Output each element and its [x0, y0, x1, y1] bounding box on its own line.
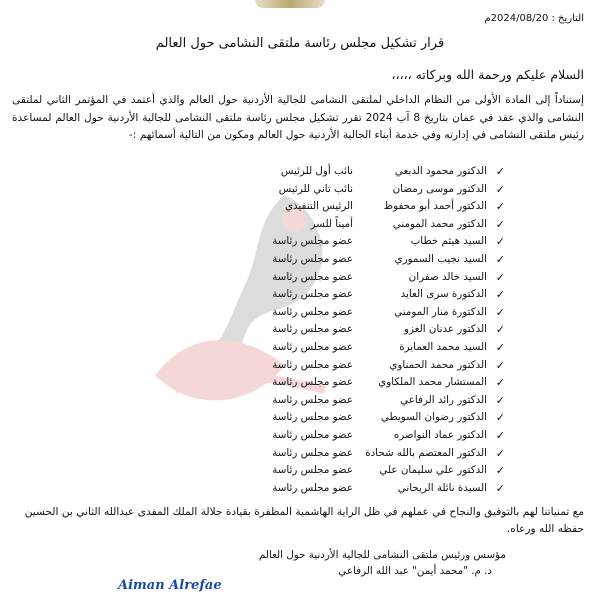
member-role: الرئيس التنفيذي — [284, 200, 353, 213]
member-role: عضو مجلس رئاسة — [272, 235, 353, 248]
member-role: عضو مجلس رئاسة — [272, 305, 353, 318]
member-row — [0, 200, 600, 218]
check-mark-icon: ✓ — [495, 288, 505, 302]
check-mark-icon: ✓ — [495, 305, 505, 319]
member-role: عضو مجلس رئاسة — [272, 393, 353, 406]
member-name: السيد خالد صفران — [408, 270, 487, 283]
member-name: الدكتور محمود الدبعي — [394, 165, 487, 177]
member-row — [0, 165, 600, 183]
member-name: السيد نجيب السموري — [394, 253, 487, 265]
signatory-title: مؤسس ورئيس ملتقى النشامى للجالية الأردنية حول العالم — [258, 549, 506, 561]
member-row — [0, 288, 600, 306]
member-name: الدكتور علي سليمان علي — [379, 464, 487, 477]
member-name: الدكتور موسى رمضان — [392, 182, 487, 195]
member-row — [0, 411, 600, 429]
member-name: السيدة نائلة الريحاني — [397, 481, 487, 494]
check-mark-icon: ✓ — [495, 358, 505, 372]
signatory-name: د. م. "محمد أيمن" عبد الله الرفاعي — [338, 565, 492, 577]
member-name: الدكتور رائد الرفاعي — [400, 393, 487, 406]
check-mark-icon: ✓ — [495, 481, 505, 495]
member-role: نائب أول للرئيس — [280, 165, 353, 177]
closing-paragraph: مع تمنياتنا لهم بالتوفيق والنجاح في عملهم في ظل الراية الهاشمية المظفرة بقيادة جلالة الملك المفدى عبدالله الثاني بن الحسين حفظه الله ورعاه. — [24, 506, 584, 535]
member-role: عضو مجلس رئاسة — [272, 429, 353, 441]
member-role: عضو مجلس رئاسة — [272, 481, 353, 494]
member-name: الدكتور رضوان السويطي — [380, 411, 487, 424]
member-name: الدكتور المعتصم بالله شحادة — [365, 446, 487, 459]
member-role: عضو مجلس رئاسة — [272, 341, 353, 353]
member-row — [0, 218, 600, 236]
member-name: السيد هيثم خطاب — [410, 235, 487, 248]
check-mark-icon: ✓ — [495, 464, 505, 478]
member-row — [0, 271, 600, 289]
member-row — [0, 235, 600, 253]
member-name: الدكتورة منار المومني — [394, 305, 487, 318]
member-role: عضو مجلس رئاسة — [272, 446, 353, 459]
member-role: نائب ثاني للرئيس — [278, 182, 353, 195]
member-role: عضو مجلس رئاسة — [272, 464, 353, 477]
member-name: المستشار محمد الملكاوي — [378, 376, 487, 389]
member-role: عضو مجلس رئاسة — [272, 323, 353, 336]
member-name: الدكتور عدنان الغزو — [404, 323, 487, 336]
member-row — [0, 376, 600, 394]
check-mark-icon: ✓ — [495, 270, 505, 284]
member-row — [0, 323, 600, 341]
member-name: الدكتورة سرى العايد — [400, 288, 487, 301]
check-mark-icon: ✓ — [495, 429, 505, 442]
member-role: عضو مجلس رئاسة — [272, 270, 353, 283]
check-mark-icon: ✓ — [495, 182, 505, 196]
member-role: عضو مجلس رئاسة — [272, 358, 353, 371]
check-mark-icon: ✓ — [495, 376, 505, 390]
member-row — [0, 341, 600, 359]
member-row — [0, 394, 600, 412]
check-mark-icon: ✓ — [495, 446, 505, 460]
member-row — [0, 183, 600, 201]
member-name: السيد محمد العمايرة — [399, 341, 487, 353]
member-row — [0, 359, 600, 377]
member-role: عضو مجلس رئاسة — [272, 411, 353, 424]
member-role: عضو مجلس رئاسة — [272, 288, 353, 301]
member-row — [0, 482, 600, 500]
check-mark-icon: ✓ — [495, 253, 505, 266]
member-row — [0, 253, 600, 271]
check-mark-icon: ✓ — [495, 411, 505, 425]
member-role: عضو مجلس رئاسة — [272, 253, 353, 265]
member-row — [0, 447, 600, 465]
check-mark-icon: ✓ — [495, 393, 505, 407]
check-mark-icon: ✓ — [495, 235, 505, 249]
intro-paragraph: إستناداً إلى المادة الأولى من النظام الداخلي لملتقى النشامى للجالية الأردنية حول العالم والذي أعتمد في المؤتمر الثاني لملتقى النشامى والذي عقد في عمان بتاريخ 8 آب 2024 تقرر تشكيل مجلس رئاسة ملتقى النشامى للجالية الأردنية حول العالم لمساعدة رئيس ملتقى النشامى في إدارته وفي خدمة أبناء الجالية الأردنية حول العالم ومكون من التالية أسمائهم :- — [12, 94, 584, 141]
member-name: الدكتور محمد الحمناوي — [389, 358, 487, 371]
document-title: قرار تشكيل مجلس رئاسة ملتقى النشامى حول العالم — [155, 36, 445, 51]
member-row — [0, 429, 600, 447]
check-mark-icon: ✓ — [495, 323, 505, 337]
document-date: التاريخ : 2024/08/20م — [484, 13, 584, 24]
member-name: الدكتور أحمد أبو محفوظ — [383, 200, 487, 213]
greeting: السلام عليكم ورحمة الله وبركاته ،،،،، — [391, 67, 584, 82]
check-mark-icon: ✓ — [495, 200, 505, 214]
member-role: عضو مجلس رئاسة — [272, 376, 353, 389]
member-role: أميناً للسر — [310, 217, 353, 230]
check-mark-icon: ✓ — [495, 217, 505, 231]
member-name: الدكتور عماد النواصره — [393, 429, 487, 441]
member-row — [0, 306, 600, 324]
check-mark-icon: ✓ — [495, 165, 505, 178]
header-ornament — [255, 0, 325, 8]
handwritten-signature: Aiman Alrefae — [118, 578, 222, 593]
member-row — [0, 464, 600, 482]
member-name: الدكتور محمد المومني — [392, 217, 487, 230]
check-mark-icon: ✓ — [495, 341, 505, 354]
